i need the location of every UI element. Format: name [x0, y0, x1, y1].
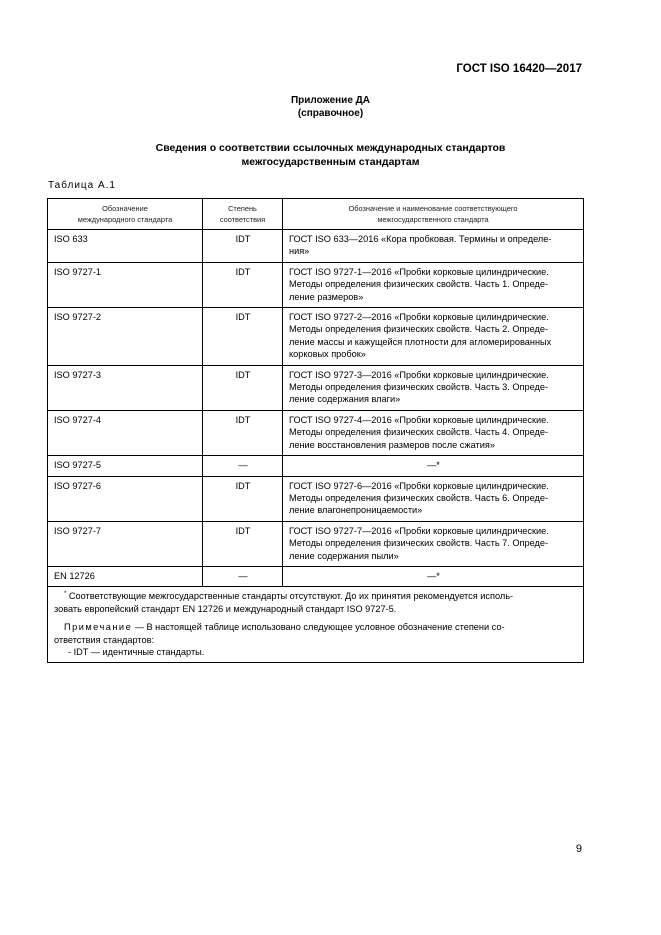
table-row [48, 566, 584, 586]
cell-national [283, 566, 584, 586]
cell-degree: IDT [203, 521, 283, 566]
section-title-line1: Сведения о соответствии ссылочных международных стандартов [155, 142, 506, 154]
cell-line: ление содержания пыли» [289, 550, 399, 561]
cell-line: ление восстановления размеров после сжатия» [289, 439, 495, 450]
section-title-line2: межгосударственным стандартам [241, 156, 420, 168]
header-line: соответствия [219, 215, 266, 224]
cell-line: ния» [289, 246, 310, 257]
table-footnotes [48, 587, 584, 663]
cell-line: Методы определения физических свойств. Часть 6. Опреде- [289, 492, 549, 503]
cell-intl: ISO 9727-7 [48, 521, 203, 566]
cell-national [283, 456, 584, 476]
cell-line: Методы определения физических свойств. Часть 4. Опреде- [289, 427, 549, 438]
cell-intl: EN 12726 [48, 566, 203, 586]
cell-line: Методы определения физических свойств. Часть 3. Опреде- [289, 382, 549, 393]
header-national-standard [283, 199, 584, 230]
cell-line: ГОСТ ISO 9727-7—2016 «Пробки корковые цилиндрические. [289, 525, 549, 536]
cell-intl: ISO 9727-4 [48, 410, 203, 455]
cell-national [283, 365, 584, 410]
cell-national [283, 521, 584, 566]
table-row [48, 365, 584, 410]
note-item: - IDT — идентичные стандарты. [68, 646, 205, 657]
cell-degree: IDT [203, 308, 283, 366]
cell-national [283, 476, 584, 521]
cell-line: ление размеров» [289, 291, 364, 302]
cell-line: ление содержания влаги» [289, 394, 401, 405]
table-footer-row [48, 587, 584, 663]
cell-national [283, 230, 584, 263]
document-code: ГОСТ ISO 16420—2017 [456, 63, 582, 75]
cell-line: ГОСТ ISO 9727-1—2016 «Пробки корковые цилиндрические. [289, 266, 549, 277]
page-number: 9 [575, 843, 582, 855]
cell-line: ГОСТ ISO 9727-6—2016 «Пробки корковые цилиндрические. [289, 480, 549, 491]
cell-line: —* [427, 460, 440, 471]
cell-line: ление влагонепроницаемости» [289, 505, 423, 516]
table-row [48, 476, 584, 521]
header-line: межгосударственного стандарта [377, 215, 489, 224]
note [54, 621, 578, 633]
table-row [48, 262, 584, 307]
cell-intl: ISO 9727-1 [48, 262, 203, 307]
table-row [48, 456, 584, 476]
table-row [48, 521, 584, 566]
cell-intl: ISO 9727-3 [48, 365, 203, 410]
cell-intl: ISO 9727-2 [48, 308, 203, 366]
header-intl-standard [48, 199, 203, 230]
header-line: Обозначение и наименование соответствующего [348, 204, 518, 213]
cell-degree: IDT [203, 262, 283, 307]
header-line: Степень [228, 204, 257, 213]
footnote-line1: Соответствующие межгосударственные стандарты отсутствуют. До их принятия рекомендуется исполь- [68, 591, 514, 602]
footnote-marker: * [64, 591, 67, 598]
footnote-line2: зовать европейский стандарт EN 12726 и международный стандарт ISO 9727-5. [54, 603, 397, 614]
cell-line: ление массы и кажущейся плотности для агломерированных [289, 336, 552, 347]
cell-line: ГОСТ ISO 9727-2—2016 «Пробки корковые цилиндрические. [289, 312, 549, 323]
cell-degree: IDT [203, 365, 283, 410]
cell-degree: — [203, 456, 283, 476]
correspondence-table [47, 198, 584, 663]
note-label: Примечание [64, 622, 133, 633]
cell-degree: — [203, 566, 283, 586]
cell-national [283, 262, 584, 307]
table-row [48, 230, 584, 263]
cell-line: Методы определения физических свойств. Часть 1. Опреде- [289, 279, 549, 290]
cell-line: Методы определения физических свойств. Часть 2. Опреде- [289, 324, 549, 335]
table-row [48, 308, 584, 366]
cell-degree: IDT [203, 476, 283, 521]
cell-national [283, 410, 584, 455]
note-line1: — В настоящей таблице использовано следующее условное обозначение степени со- [134, 622, 505, 633]
cell-intl: ISO 9727-6 [48, 476, 203, 521]
cell-line: Методы определения физических свойств. Часть 7. Опреде- [289, 538, 549, 549]
cell-line: корковых пробок» [289, 349, 366, 360]
appendix-title: Приложение ДА [290, 95, 371, 106]
cell-line: —* [427, 570, 440, 581]
cell-line: ГОСТ ISO 633—2016 «Кора пробковая. Термины и определе- [289, 234, 552, 244]
footnote [54, 590, 578, 602]
table-caption: Таблица А.1 [48, 180, 116, 191]
header-degree [203, 199, 283, 230]
appendix-subtitle: (справочное) [297, 108, 364, 119]
header-line: Обозначение [102, 204, 148, 213]
table-row [48, 410, 584, 455]
cell-degree: IDT [203, 410, 283, 455]
header-line: международного стандарта [77, 215, 173, 224]
cell-national [283, 308, 584, 366]
cell-intl: ISO 633 [48, 230, 203, 263]
cell-line: ГОСТ ISO 9727-4—2016 «Пробки корковые цилиндрические. [289, 414, 549, 425]
cell-line: ГОСТ ISO 9727-3—2016 «Пробки корковые цилиндрические. [289, 369, 549, 380]
note-line2: ответствия стандартов: [54, 634, 155, 645]
table-header-row [48, 199, 584, 230]
cell-degree: IDT [203, 230, 283, 263]
cell-intl: ISO 9727-5 [48, 456, 203, 476]
